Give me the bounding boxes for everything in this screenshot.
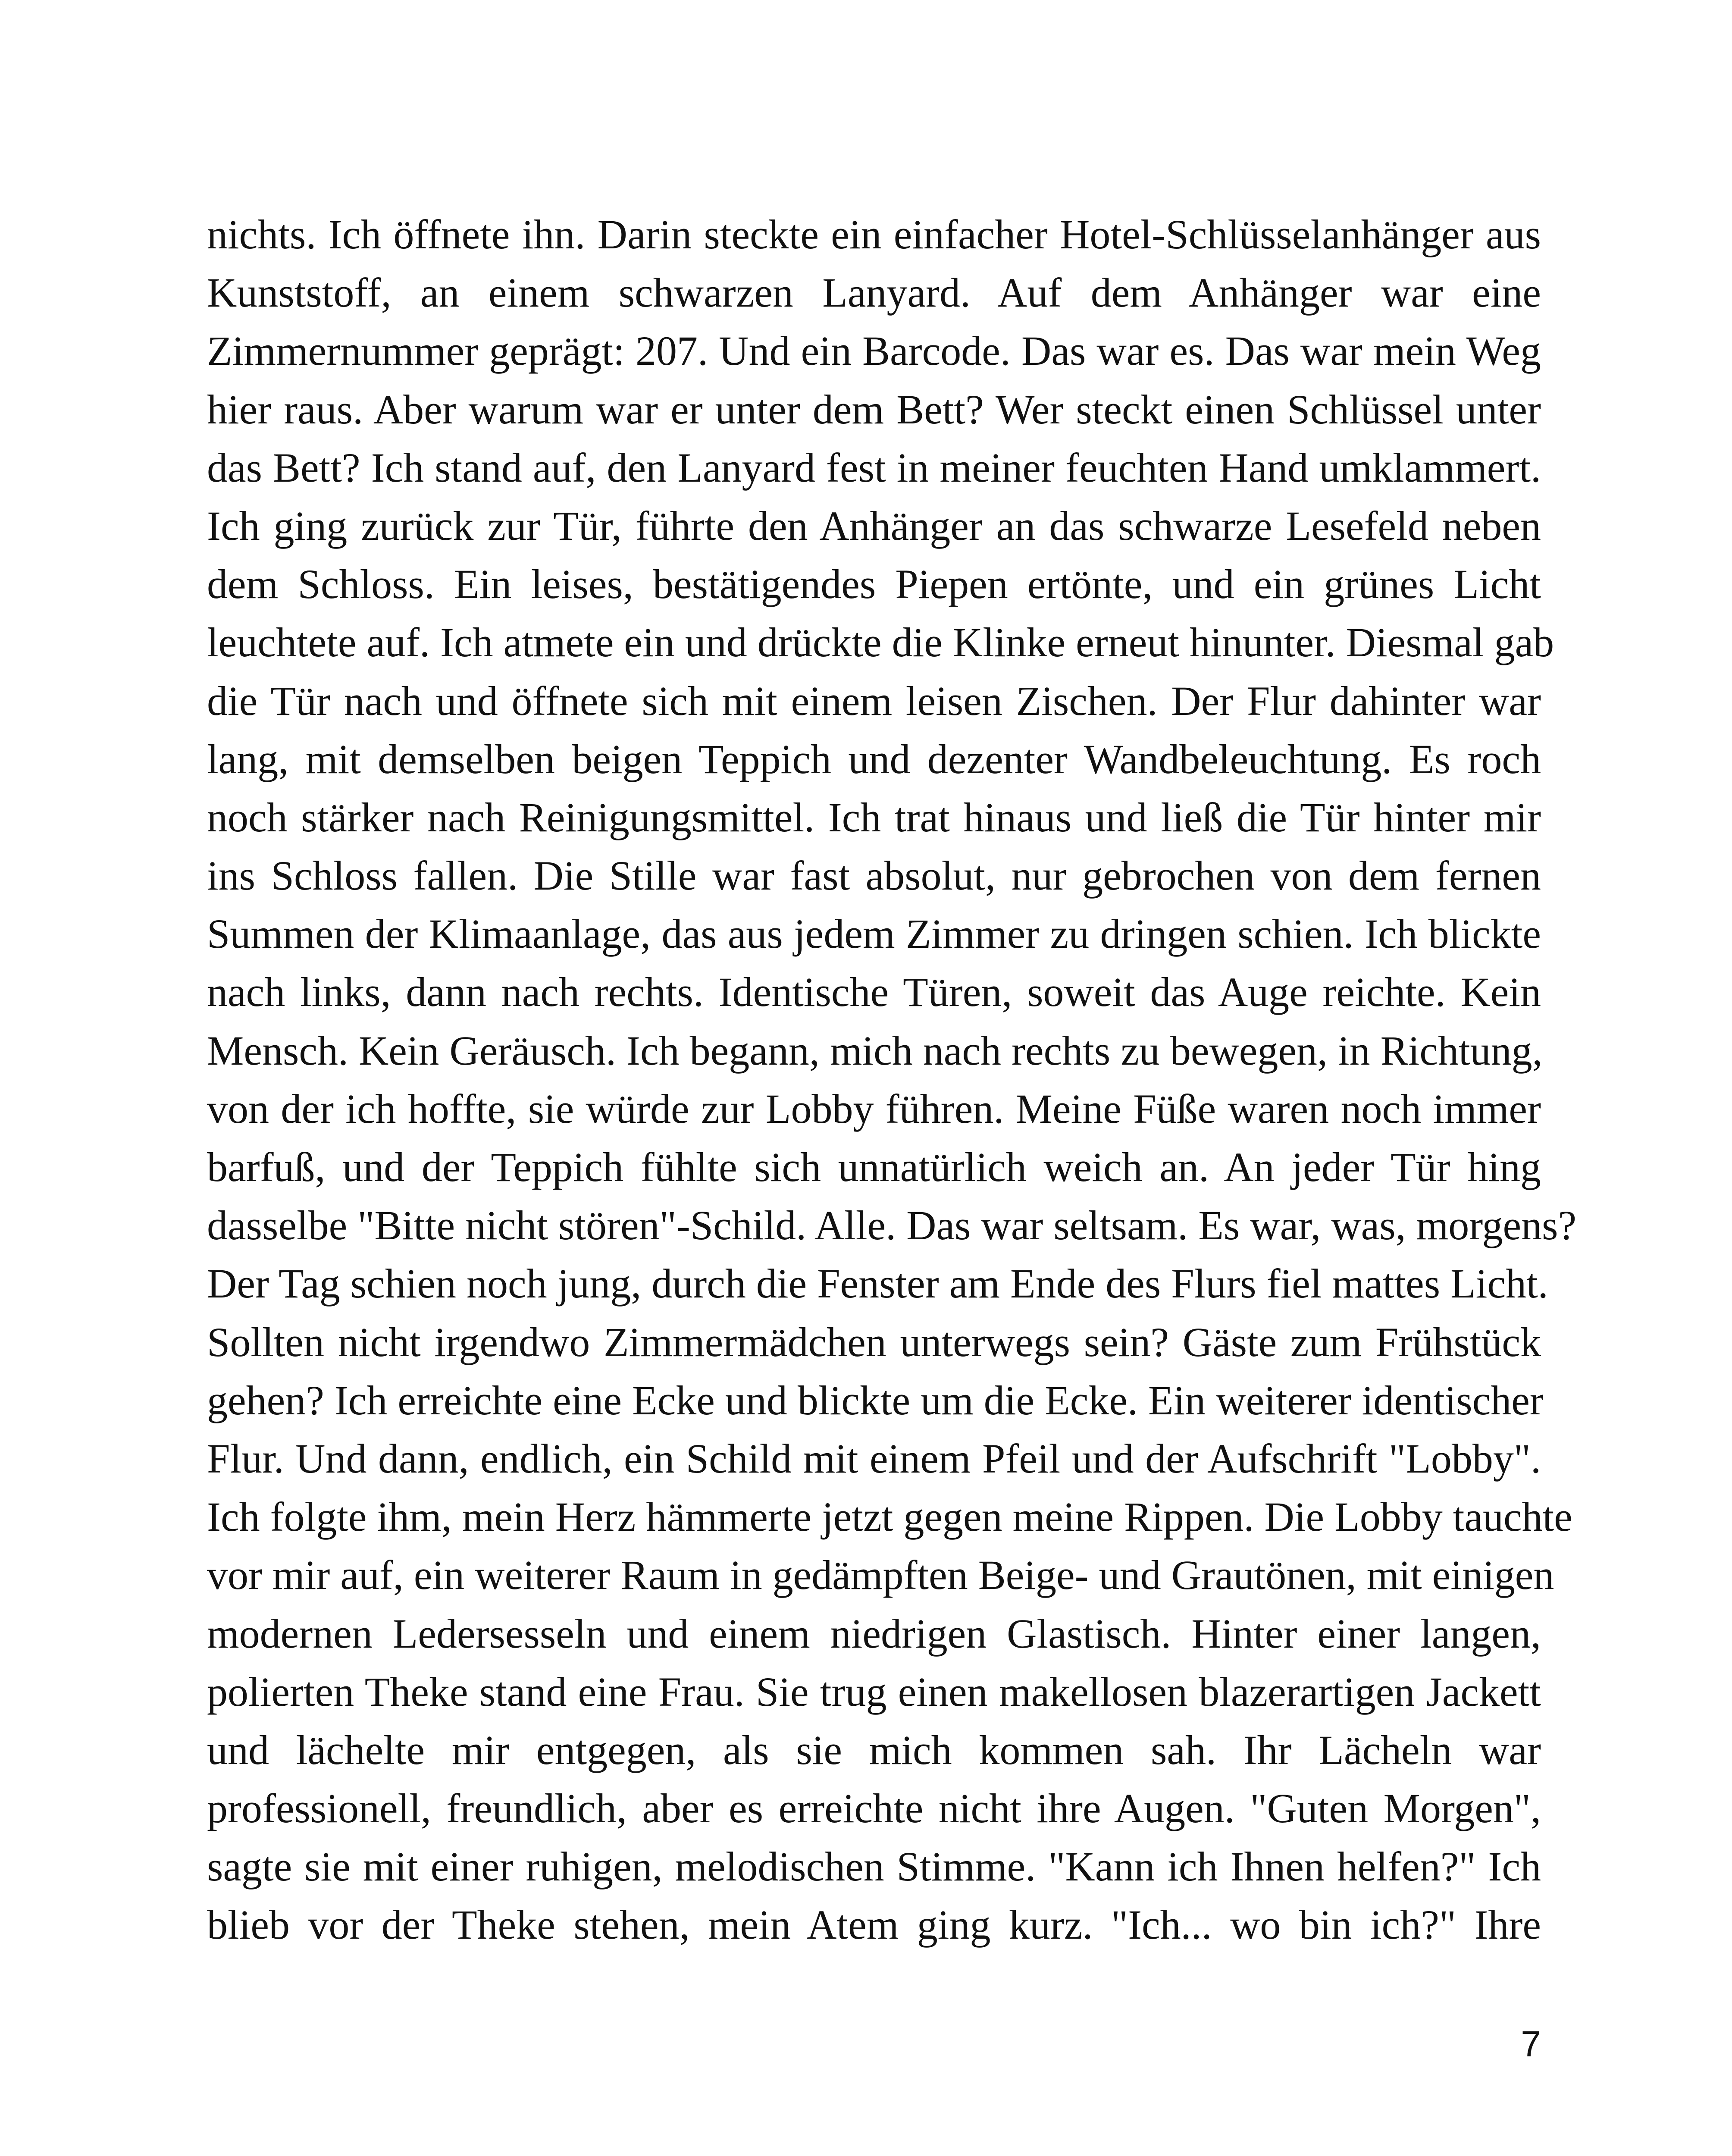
- text-line: professionell, freundlich, aber es erreichte nicht ihre Augen. "Guten Morgen",: [207, 1785, 1541, 1832]
- text-line: Ich folgte ihm, mein Herz hämmerte jetzt gegen meine Rippen. Die Lobby tauchte: [207, 1494, 1572, 1540]
- text-line: polierten Theke stand eine Frau. Sie trug einen makellosen blazerartigen Jackett: [207, 1668, 1541, 1715]
- text-line: hier raus. Aber warum war er unter dem Bett? Wer steckt einen Schlüssel unter: [207, 386, 1541, 432]
- text-line: vor mir auf, ein weiterer Raum in gedämpften Beige- und Grautönen, mit einigen: [207, 1552, 1554, 1598]
- text-line: noch stärker nach Reinigungsmittel. Ich trat hinaus und ließ die Tür hinter mir: [207, 794, 1541, 840]
- text-line: Summen der Klimaanlage, das aus jedem Zimmer zu dringen schien. Ich blickte: [207, 911, 1541, 957]
- text-line: und lächelte mir entgegen, als sie mich kommen sah. Ihr Lächeln war: [207, 1727, 1541, 1773]
- text-line: nach links, dann nach rechts. Identische Türen, soweit das Auge reichte. Kein: [207, 969, 1541, 1015]
- text-line: Zimmernummer geprägt: 207. Und ein Barcode. Das war es. Das war mein Weg: [207, 328, 1541, 374]
- text-line: Flur. Und dann, endlich, ein Schild mit einem Pfeil und der Aufschrift "Lobby".: [207, 1435, 1541, 1482]
- text-line: Der Tag schien noch jung, durch die Fenster am Ende des Flurs fiel mattes Licht.: [207, 1260, 1548, 1307]
- text-line: ins Schloss fallen. Die Stille war fast absolut, nur gebrochen von dem fernen: [207, 852, 1541, 899]
- text-line: modernen Ledersesseln und einem niedrigen Glastisch. Hinter einer langen,: [207, 1610, 1541, 1657]
- body-text: [207, 205, 1577, 1954]
- text-line: gehen? Ich erreichte eine Ecke und blickte um die Ecke. Ein weiterer identischer: [207, 1377, 1544, 1423]
- text-line: die Tür nach und öffnete sich mit einem leisen Zischen. Der Flur dahinter war: [207, 677, 1541, 724]
- text-line: blieb vor der Theke stehen, mein Atem ging kurz. "Ich... wo bin ich?" Ihre: [207, 1902, 1541, 1948]
- text-line: Sollten nicht irgendwo Zimmermädchen unterwegs sein? Gäste zum Frühstück: [207, 1319, 1541, 1365]
- text-line: Ich ging zurück zur Tür, führte den Anhänger an das schwarze Lesefeld neben: [207, 502, 1541, 549]
- text-line: dem Schloss. Ein leises, bestätigendes Piepen ertönte, und ein grünes Licht: [207, 561, 1541, 608]
- page-number: 7: [1521, 2024, 1541, 2064]
- text-line: sagte sie mit einer ruhigen, melodischen Stimme. "Kann ich Ihnen helfen?" Ich: [207, 1843, 1541, 1890]
- text-line: dasselbe "Bitte nicht stören"-Schild. Alle. Das war seltsam. Es war, was, morgens?: [207, 1202, 1577, 1249]
- text-line: barfuß, und der Teppich fühlte sich unnatürlich weich an. An jeder Tür hing: [207, 1144, 1541, 1190]
- text-line: lang, mit demselben beigen Teppich und dezenter Wandbeleuchtung. Es roch: [207, 736, 1541, 782]
- text-line: Mensch. Kein Geräusch. Ich begann, mich nach rechts zu bewegen, in Richtung,: [207, 1027, 1543, 1074]
- text-line: von der ich hoffte, sie würde zur Lobby führen. Meine Füße waren noch immer: [207, 1085, 1541, 1132]
- text-line: das Bett? Ich stand auf, den Lanyard fest in meiner feuchten Hand umklammert.: [207, 444, 1541, 491]
- text-line: nichts. Ich öffnete ihn. Darin steckte ein einfacher Hotel-Schlüsselanhänger aus: [207, 211, 1541, 257]
- text-line: leuchtete auf. Ich atmete ein und drückte die Klinke erneut hinunter. Diesmal gab: [207, 619, 1554, 666]
- text-line: Kunststoff, an einem schwarzen Lanyard. Auf dem Anhänger war eine: [207, 270, 1541, 316]
